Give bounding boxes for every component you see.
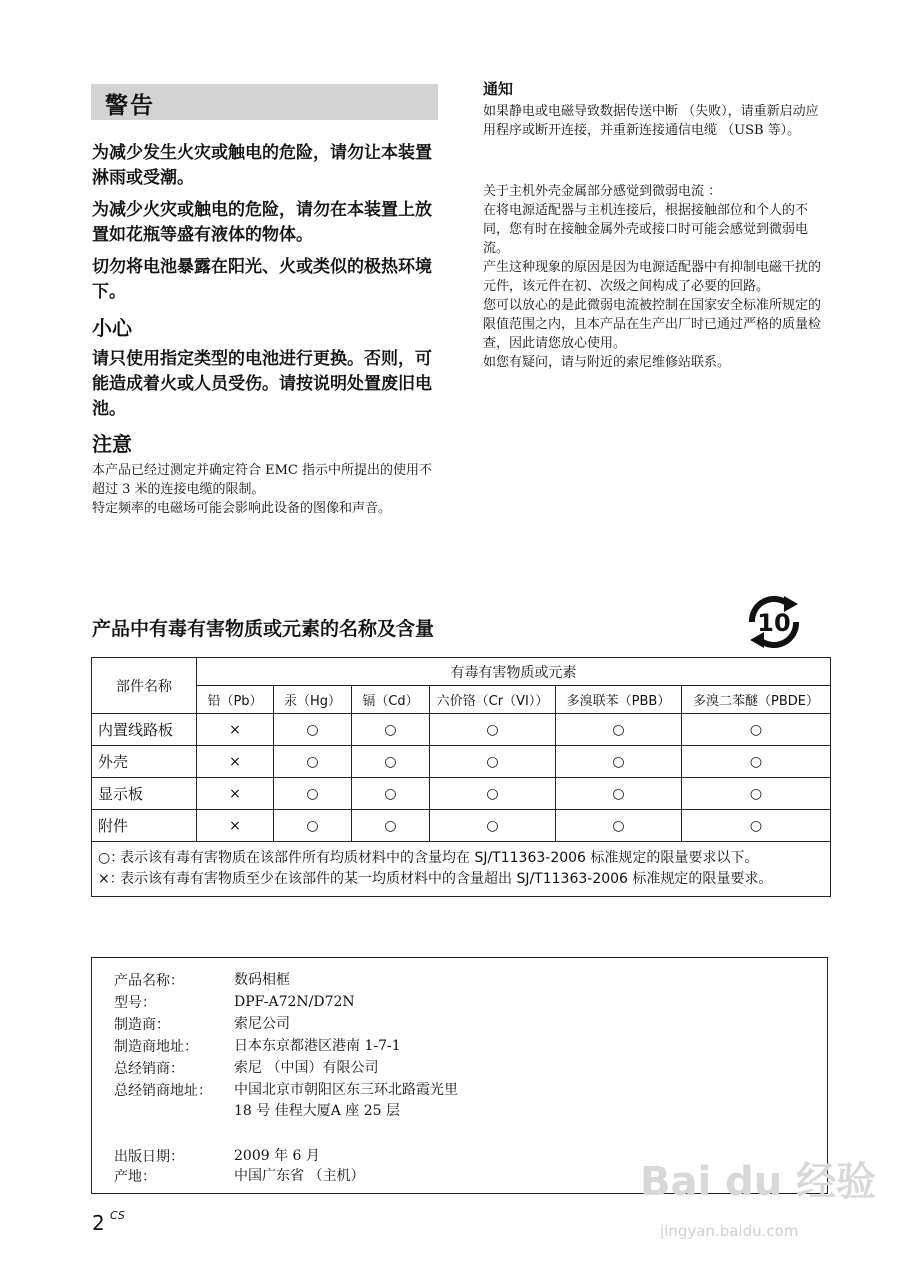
row-part-name: 外壳 bbox=[92, 746, 197, 778]
header-chromium: 六价铬（Cr（VI）） bbox=[430, 686, 556, 714]
note-paragraph-2: 特定频率的电磁场可能会影响此设备的图像和声音。 bbox=[92, 501, 392, 516]
mark-cell: ○ bbox=[682, 714, 831, 746]
note-circle-text: 表示该有毒有害物质在该部件所有均质材料中的含量均在 SJ/T11363-2006 标准规定的限量要求以下。 bbox=[120, 850, 759, 866]
info-value: 日本东京都港区港南 1-7-1 bbox=[234, 1038, 401, 1054]
note-body bbox=[92, 461, 437, 518]
mark-cell: ○ bbox=[556, 746, 682, 778]
row-part-name: 内置线路板 bbox=[92, 714, 197, 746]
mark-cell: ○ bbox=[556, 810, 682, 842]
row-part-name: 显示板 bbox=[92, 778, 197, 810]
note-circle bbox=[98, 848, 824, 869]
note-cross bbox=[98, 869, 824, 890]
mark-cell: ○ bbox=[352, 778, 430, 810]
header-mercury: 汞（Hg） bbox=[274, 686, 352, 714]
mark-cell: ○ bbox=[682, 778, 831, 810]
mark-cell: ○ bbox=[352, 714, 430, 746]
info-value: 中国北京市朝阳区东三环北路霞光里 18 号 佳程大厦A 座 25 层 bbox=[234, 1082, 458, 1119]
info-label: 产品名称： bbox=[114, 973, 184, 989]
mark-cell: ○ bbox=[556, 714, 682, 746]
mark-cell: × bbox=[197, 746, 274, 778]
mark-cell: ○ bbox=[430, 778, 556, 810]
warning-paragraph-3: 切勿将电池暴露在阳光、火或类似的极热环境下。 bbox=[92, 257, 432, 302]
notice-body bbox=[483, 102, 828, 140]
info-value: 2009 年 6 月 bbox=[234, 1148, 320, 1164]
info-label: 制造商地址： bbox=[114, 1039, 198, 1055]
header-part-name: 部件名称 bbox=[92, 658, 197, 714]
table-row bbox=[92, 714, 831, 746]
info-value: 中国广东省 （主机） bbox=[234, 1168, 365, 1184]
info-value: 索尼 （中国）有限公司 bbox=[234, 1060, 379, 1076]
info-label: 制造商： bbox=[114, 1017, 170, 1033]
caution-title: 小心 bbox=[92, 316, 132, 340]
table-notes bbox=[92, 842, 831, 897]
epup-10-logo-icon bbox=[738, 590, 810, 654]
warning-title: 警告 bbox=[105, 93, 155, 119]
mark-cell: ○ bbox=[682, 746, 831, 778]
current-paragraph-3: 产生这种现象的原因是因为电源适配器中有抑制电磁干扰的元件，该元件在初、次级之间构成了必要的回路。 bbox=[483, 260, 822, 294]
watermark-logo: Bai du 经验 bbox=[640, 1159, 877, 1205]
mark-cell: ○ bbox=[274, 746, 352, 778]
mark-cell: ○ bbox=[556, 778, 682, 810]
warning-paragraph-1: 为减少发生火灾或触电的危险，请勿让本装置淋雨或受潮。 bbox=[92, 143, 432, 188]
caution-paragraph: 请只使用指定类型的电池进行更换。否则，可能造成着火或人员受伤。请按说明处置废旧电池。 bbox=[92, 349, 432, 419]
hazard-table-title: 产品中有毒有害物质或元素的名称及含量 bbox=[92, 618, 435, 640]
note-title: 注意 bbox=[92, 432, 132, 456]
header-lead: 铅（Pb） bbox=[197, 686, 274, 714]
note-cross-symbol: ×： bbox=[98, 871, 124, 887]
current-paragraph-1: 关于主机外壳金属部分感觉到微弱电流 ： bbox=[483, 184, 722, 199]
info-value: 数码相框 bbox=[234, 972, 290, 988]
header-pbb: 多溴联苯（PBB） bbox=[556, 686, 682, 714]
note-circle-symbol: ○： bbox=[98, 850, 125, 866]
row-part-name: 附件 bbox=[92, 810, 197, 842]
notice-title: 通知 bbox=[483, 80, 514, 98]
info-label: 出版日期： bbox=[114, 1149, 184, 1165]
current-paragraph-5: 如您有疑问，请与附近的索尼维修站联系。 bbox=[483, 355, 731, 370]
info-label: 总经销商地址： bbox=[114, 1083, 212, 1099]
header-substance-group: 有毒有害物质或元素 bbox=[197, 658, 831, 686]
table-row bbox=[92, 746, 831, 778]
note-paragraph-1: 本产品已经过测定并确定符合 EMC 指示中所提出的使用不超过 3 米的连接电缆的限制。 bbox=[92, 463, 433, 497]
notice-paragraph: 如果静电或电磁导致数据传送中断 （失败），请重新启动应用程序或断开连接，并重新连接通信电缆 （USB 等）。 bbox=[483, 104, 819, 138]
mark-cell: ○ bbox=[352, 746, 430, 778]
mark-cell: ○ bbox=[274, 714, 352, 746]
hazard-table bbox=[91, 657, 831, 897]
mark-cell: × bbox=[197, 714, 274, 746]
info-label: 型号： bbox=[114, 995, 156, 1011]
mark-cell: ○ bbox=[430, 810, 556, 842]
info-value: DPF-A72N/D72N bbox=[234, 994, 355, 1010]
mark-cell: ○ bbox=[352, 810, 430, 842]
mark-cell: ○ bbox=[430, 714, 556, 746]
warning-paragraph-2: 为减少火灾或触电的危险，请勿在本装置上放置如花瓶等盛有液体的物体。 bbox=[92, 200, 432, 245]
mark-cell: ○ bbox=[274, 810, 352, 842]
current-paragraph-4: 您可以放心的是此微弱电流被控制在国家安全标准所规定的限值范围之内，且本产品在生产出厂时已通过严格的质量检查，因此请您放心使用。 bbox=[483, 298, 822, 351]
mark-cell: ○ bbox=[274, 778, 352, 810]
current-body bbox=[483, 182, 828, 372]
mark-cell: ○ bbox=[430, 746, 556, 778]
mark-cell: × bbox=[197, 778, 274, 810]
mark-cell: ○ bbox=[682, 810, 831, 842]
page-number: 2 bbox=[92, 1211, 105, 1235]
table-row bbox=[92, 778, 831, 810]
logo-number: 10 bbox=[757, 609, 791, 637]
info-label: 产地： bbox=[114, 1169, 156, 1185]
info-label: 总经销商： bbox=[114, 1061, 184, 1077]
page-suffix: CS bbox=[110, 1209, 125, 1222]
table-row bbox=[92, 810, 831, 842]
current-paragraph-2: 在将电源适配器与主机连接后，根据接触部位和个人的不同，您有时在接触金属外壳或接口时可能会感觉到微弱电流。 bbox=[483, 203, 809, 256]
info-value: 索尼公司 bbox=[234, 1016, 290, 1032]
note-cross-text: 表示该有毒有害物质至少在该部件的某一均质材料中的含量超出 SJ/T11363-2006 标准规定的限量要求。 bbox=[120, 871, 773, 887]
header-pbde: 多溴二苯醚（PBDE） bbox=[682, 686, 831, 714]
mark-cell: × bbox=[197, 810, 274, 842]
watermark-url: jingyan.baidu.com bbox=[660, 1222, 799, 1240]
header-cadmium: 镉（Cd） bbox=[352, 686, 430, 714]
